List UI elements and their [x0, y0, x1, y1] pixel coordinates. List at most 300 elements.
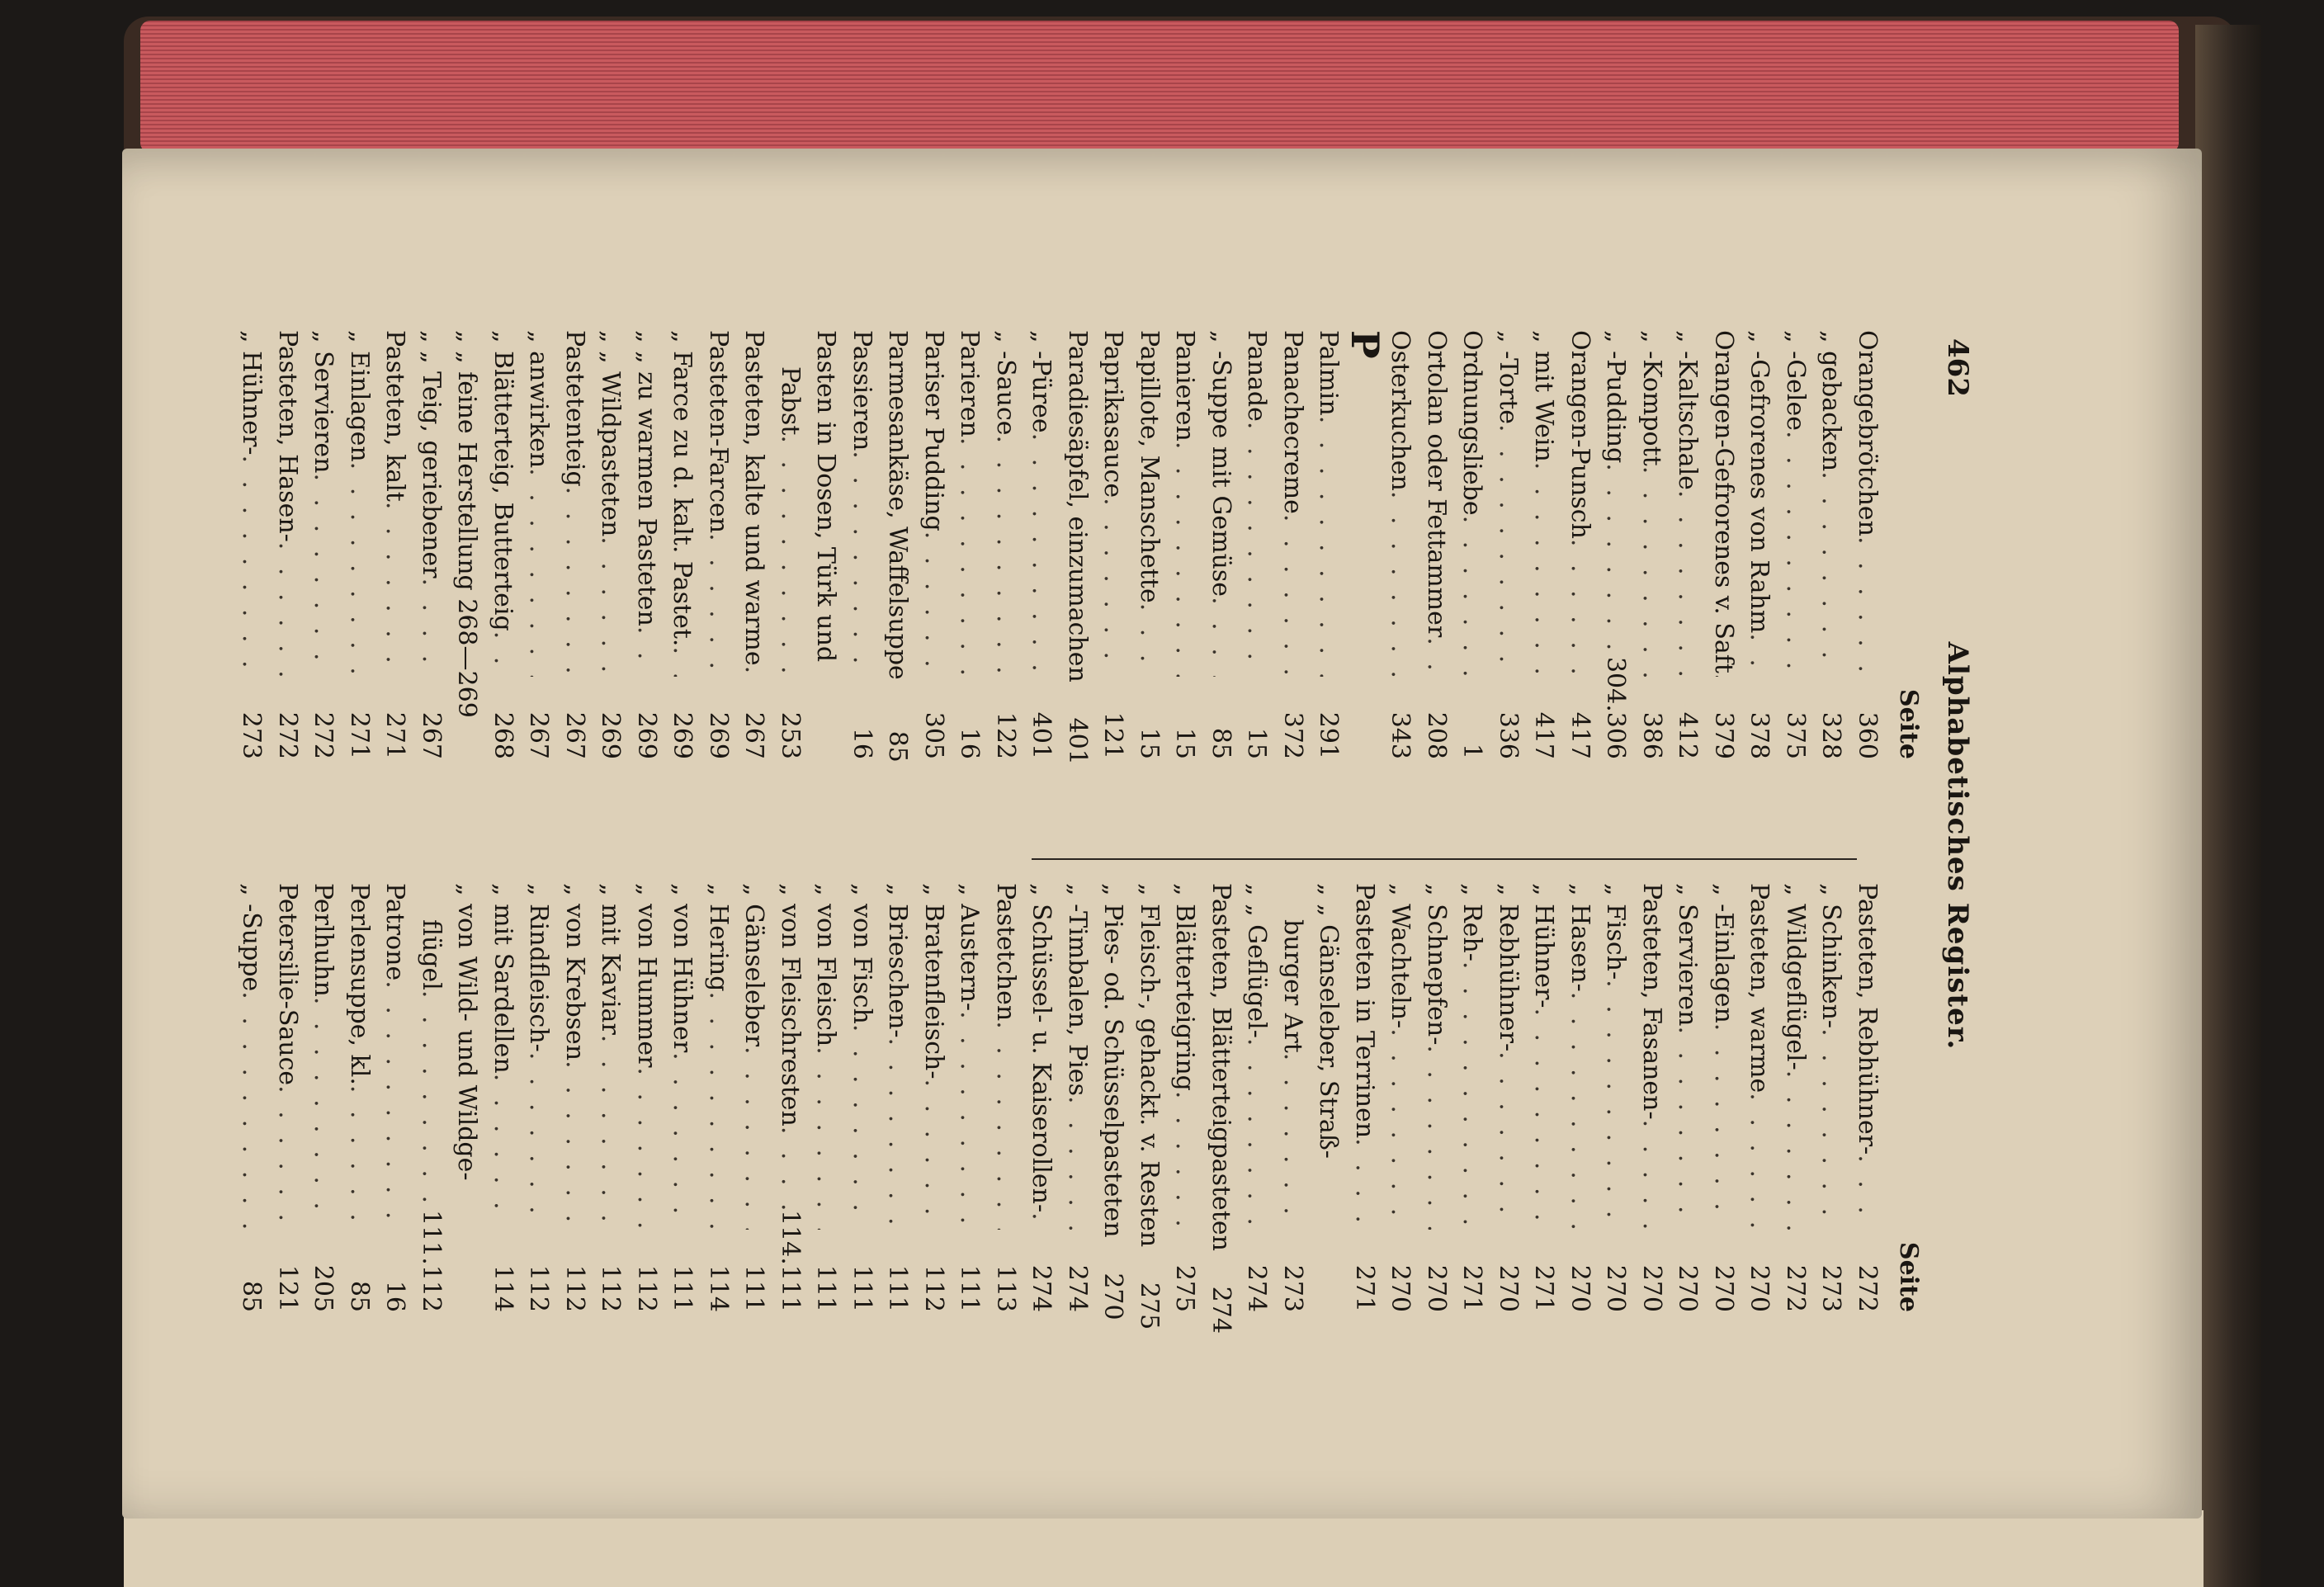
leader-dots [1095, 498, 1131, 677]
index-entry [916, 330, 952, 759]
index-entry [916, 883, 952, 1312]
entry-page-number: 267 [524, 711, 554, 759]
entry-text: „ -Püree [1027, 330, 1056, 433]
leader-dots [377, 502, 413, 677]
entry-text: Pasteten in Terrinen [1350, 883, 1379, 1139]
entry-page-number: 112 [524, 1264, 554, 1312]
index-entry [1741, 330, 1778, 759]
entry-page-number: 112 [919, 1264, 948, 1312]
entry-page-number: 271 [1457, 1264, 1487, 1312]
index-entry [1670, 330, 1706, 759]
entry-text: „ gebacken [1816, 330, 1846, 472]
leader-dots [916, 531, 952, 677]
entry-page-number: 271 [1529, 1264, 1559, 1312]
entry-page-number: 113 [991, 1264, 1020, 1312]
entry-text: Orangebrötchen [1853, 330, 1882, 536]
index-entry [270, 883, 306, 1312]
entry-page-number: 274 [1207, 1286, 1235, 1334]
entry-page-number: 272 [1853, 1264, 1882, 1312]
entry-text: „ Wachteln- [1386, 883, 1415, 1029]
entry-text: Passieren [848, 330, 876, 451]
index-entry [521, 330, 557, 759]
entry-page-number: 343 [1386, 711, 1415, 759]
entry-page-number: 270 [1494, 1264, 1523, 1312]
entry-page-number: 360 [1853, 711, 1882, 759]
entry-text: „ -Einlagen [1709, 883, 1738, 1023]
entry-text: „ -Pudding [1601, 330, 1631, 464]
leader-dots [1167, 1091, 1203, 1230]
entry-text: „ Hühner- [237, 330, 267, 456]
leader-dots [377, 980, 413, 1230]
entry-text: „ von Hummer [632, 883, 661, 1068]
index-entry [593, 883, 629, 1312]
entry-text: „ Gänseleber [739, 883, 769, 1047]
entry-page-number: 273 [1278, 1264, 1307, 1312]
leader-dots [701, 991, 737, 1230]
index-entry [1275, 883, 1311, 1312]
leader-dots [234, 991, 270, 1230]
entry-text: Perlensuppe, kl. [345, 883, 374, 1085]
entry-text: Petersilie-Sauce [273, 883, 302, 1086]
index-entry [1311, 330, 1347, 759]
entry-page-number: 111 [668, 1264, 697, 1312]
entry-page-number: 417 [1566, 711, 1594, 759]
index-entry [1849, 883, 1886, 1312]
index-entry [1382, 330, 1419, 759]
index-entry [1778, 330, 1814, 759]
leader-dots [1382, 1028, 1419, 1230]
index-entry [808, 883, 844, 1312]
leader-dots [1849, 536, 1886, 677]
index-entry [772, 883, 809, 1312]
entry-text: Patrone [380, 883, 410, 981]
entry-page-number: 111 [739, 1264, 769, 1312]
entry-page-number: 372 [1278, 711, 1307, 759]
index-entry [593, 330, 629, 759]
entry-page-number: 269 [596, 711, 626, 759]
entry-page-number: 305 [919, 711, 948, 759]
entry-page-number: 267 [560, 711, 589, 759]
entry-text: Papillote, Manschette [1135, 330, 1164, 603]
entry-text: Palmin [1314, 330, 1344, 416]
entry-text: „ Brieschen- [883, 883, 913, 1038]
index-entry [1131, 883, 1168, 1330]
entry-text: „ Pies- od. Schüsselpasteten [1098, 883, 1128, 1238]
entry-page-number: 272 [309, 711, 338, 759]
index-entry [342, 330, 378, 759]
leader-dots [772, 1126, 809, 1210]
entry-page-number: 270 [1386, 1264, 1415, 1312]
entry-page-number: 270 [1637, 1264, 1666, 1312]
leader-dots [1131, 603, 1168, 677]
entry-text: „ Blätterteigring [1170, 883, 1200, 1091]
entry-text: „ -Sauce [991, 330, 1020, 436]
leader-dots [664, 646, 701, 677]
leader-dots [1598, 980, 1634, 1230]
entry-text: flügel [417, 919, 446, 990]
entry-text: „ mit Sardellen [489, 883, 517, 1074]
entry-text: Pasteten-Farcen [704, 330, 733, 534]
entry-text: „ mit Kaviar [596, 883, 626, 1035]
entry-text: „ Servieren [1673, 883, 1703, 1027]
entry-page-number: 111 [848, 1264, 876, 1312]
entry-page-number: 85 [345, 1280, 374, 1312]
index-entry [1454, 330, 1490, 759]
leader-dots [1419, 1045, 1455, 1230]
leader-dots [701, 533, 737, 677]
entry-text: „ Einlagen [345, 330, 374, 462]
leader-dots [664, 1052, 701, 1230]
index-entry [1023, 883, 1060, 1312]
index-entry [485, 330, 522, 759]
index-entry [1813, 883, 1849, 1312]
index-entry [1095, 330, 1131, 759]
index-entry [1060, 883, 1096, 1312]
entry-page-number: 114 [489, 1264, 517, 1312]
entry-page-number: 270 [1709, 1264, 1738, 1312]
entry-page-number: 15 [1242, 727, 1272, 759]
index-entry [305, 883, 342, 1312]
entry-page-number: 270 [1098, 1273, 1128, 1320]
entry-page-number: 417 [1529, 711, 1559, 759]
entry-page-number: 267 [417, 711, 446, 759]
index-entry [1741, 883, 1778, 1312]
entry-text: „ Hasen- [1566, 883, 1594, 992]
leader-dots [1454, 961, 1490, 1230]
section-letter [1343, 330, 1387, 759]
index-entry [449, 330, 485, 759]
leader-dots [629, 626, 665, 677]
entry-page-number: 271 [345, 711, 374, 759]
entry-text: „ von Fleischresten [776, 883, 805, 1126]
entry-text: „ -Torte [1494, 330, 1523, 425]
index-entry [1526, 883, 1562, 1312]
index-entry [1131, 330, 1168, 759]
entry-page-number: 253 [776, 711, 805, 759]
index-entry [1203, 883, 1240, 1334]
index-entry [1562, 330, 1599, 759]
leader-dots [1060, 1096, 1096, 1230]
leader-dots [1706, 1023, 1742, 1230]
running-title: Alphabetisches Register. [1941, 641, 1974, 1051]
entry-page-number: 336 [1494, 711, 1523, 759]
index-entry [1095, 883, 1131, 1320]
column-heading: Seite [1894, 1241, 1923, 1312]
index-entry [664, 330, 701, 759]
leader-dots [1562, 992, 1599, 1230]
entry-text: „ -Suppe [237, 883, 267, 992]
index-entry [1562, 883, 1599, 1312]
index-entry [1670, 883, 1706, 1312]
entry-text: Pasteten, Hasen- [273, 330, 302, 542]
entry-page-number: 111.112 [417, 1209, 446, 1312]
index-entry [1778, 883, 1814, 1312]
leader-dots [521, 1052, 557, 1230]
index-entry [1203, 330, 1240, 759]
entry-page-number: 270 [1422, 1264, 1451, 1312]
leader-dots [844, 451, 881, 677]
entry-text: Parmesankäse, Waffelsuppe [883, 330, 913, 680]
leader-dots [1670, 1026, 1706, 1230]
entry-text: Pariser Pudding [919, 330, 948, 531]
leader-dots [1849, 1155, 1886, 1230]
entry-page-number: 271 [1350, 1264, 1379, 1312]
index-entry [485, 883, 522, 1312]
index-entry [1813, 330, 1849, 759]
leader-dots [1634, 1120, 1670, 1230]
leader-dots [342, 1085, 378, 1230]
entry-text: „ mit Wein [1529, 330, 1559, 462]
entry-text: „ Fleisch-, gehackt. v. Resten [1135, 883, 1164, 1248]
index-entry [1167, 883, 1203, 1312]
column-heading: Seite [1894, 688, 1923, 759]
entry-text: Panieren [1170, 330, 1200, 442]
entry-page-number: 412 [1673, 711, 1703, 759]
entry-page-number: 85 [237, 1280, 267, 1312]
leader-dots [342, 462, 378, 677]
entry-page-number: 16 [955, 727, 985, 759]
leader-dots [485, 1074, 522, 1230]
page-header [1931, 322, 1981, 1370]
leader-dots [1167, 442, 1203, 677]
leader-dots [772, 435, 809, 677]
entry-text: Pasteten, kalte und warme [739, 330, 769, 666]
entry-page-number: 386 [1637, 711, 1666, 759]
entry-text: „ Schnepfen- [1422, 883, 1451, 1046]
page-edges [140, 21, 2179, 153]
leader-dots [952, 437, 988, 677]
index-entry [629, 883, 665, 1312]
entry-page-number: 114 [704, 1264, 733, 1312]
leader-dots [988, 436, 1024, 677]
entry-text: Pasteten, warme [1745, 883, 1774, 1093]
entry-page-number: 274 [1027, 1264, 1056, 1312]
entry-text: „ -Timbalen, Pies [1063, 883, 1092, 1096]
entry-text: „ Wildgeflügel- [1781, 883, 1810, 1070]
entry-text: Pasteten, kalt [380, 330, 410, 502]
entry-page-number: 15 [1135, 727, 1164, 759]
entry-page-number: 122 [991, 711, 1020, 759]
leader-dots [1741, 633, 1778, 677]
entry-text: „ Reh- [1457, 883, 1487, 961]
entry-text: „ -Kaltschale [1673, 330, 1703, 490]
entry-text: Orangen-Punsch [1566, 330, 1594, 539]
entry-page-number: 272 [273, 711, 302, 759]
entry-page-number: 273 [237, 711, 267, 759]
index-entry [1849, 330, 1886, 759]
index-entry [701, 883, 737, 1312]
index-entry [557, 330, 593, 759]
index-entry [1382, 883, 1419, 1312]
index-entry [377, 883, 413, 1312]
entry-text: „ Rebhühner- [1494, 883, 1523, 1052]
entry-page-number: 270 [1566, 1264, 1594, 1312]
index-entry [234, 883, 270, 1312]
index-entry [1167, 330, 1203, 759]
index-entry [1311, 883, 1347, 1312]
index-entry [1526, 330, 1562, 759]
leader-dots [270, 542, 306, 677]
index-entry [1634, 330, 1670, 759]
entry-text: „ -Gelee [1781, 330, 1810, 432]
index-entry [1023, 330, 1060, 759]
leader-dots [413, 990, 450, 1210]
index-entry [1490, 883, 1527, 1312]
entry-page-number: 274 [1242, 1264, 1272, 1312]
index-entry [1598, 330, 1634, 759]
entry-page-number: 85 [883, 730, 913, 763]
entry-page-number: 275 [1170, 1264, 1200, 1312]
entry-text: „ „ Geflügel- [1242, 883, 1272, 1038]
leader-dots [305, 473, 342, 677]
entry-page-number: 375 [1781, 711, 1810, 759]
index-entry [342, 883, 378, 1312]
leader-dots [1203, 597, 1240, 677]
index-column-left [234, 330, 1923, 765]
leader-dots [1239, 422, 1275, 677]
index-entry [701, 330, 737, 759]
leader-dots [557, 487, 593, 677]
entry-page-number: 270 [1745, 1264, 1774, 1312]
index-entry [234, 330, 270, 759]
index-entry [1060, 330, 1096, 765]
index-entry [1634, 883, 1670, 1312]
index-entry [736, 883, 772, 1312]
entry-page-number: 16 [380, 1280, 410, 1312]
entry-page-number: 16 [848, 727, 876, 759]
leader-dots [305, 997, 342, 1230]
index-entry [1490, 330, 1527, 759]
entry-text: „ von Krebsen [560, 883, 589, 1061]
index-entry [808, 330, 844, 759]
entry-list [234, 330, 1885, 765]
entry-page-number: 205 [309, 1264, 338, 1312]
entry-text: „ „ Gänseleber, Straß- [1314, 883, 1344, 1159]
entry-page-number: 269 [668, 711, 697, 759]
index-entry [1239, 330, 1275, 759]
entry-text: Pasteten, Rebhühner- [1853, 883, 1882, 1155]
leader-dots [485, 631, 522, 677]
leader-dots [413, 578, 450, 677]
book-spine [2195, 25, 2261, 1587]
leader-dots [1311, 416, 1347, 677]
entry-page-number: 270 [1673, 1264, 1703, 1312]
index-entry [521, 883, 557, 1312]
entry-text: „ Blätterteig, Butterteig [489, 330, 517, 631]
index-entry [413, 883, 450, 1312]
leader-dots [1023, 433, 1060, 677]
leader-dots [593, 1035, 629, 1230]
index-entry [988, 330, 1024, 759]
entry-page-number: 274 [1063, 1264, 1092, 1312]
entry-page-number: 112 [632, 1264, 661, 1312]
index-entry [952, 883, 988, 1312]
entry-text: „ Farce zu d. kalt. Pastet. [668, 330, 697, 647]
leader-dots [1347, 1138, 1383, 1230]
index-entry [1347, 883, 1383, 1312]
entry-page-number: 273 [1816, 1264, 1846, 1312]
entry-page-number: 269 [704, 711, 733, 759]
index-entry [880, 330, 916, 763]
entry-text: „ -Gefrorenes von Rahm [1745, 330, 1774, 634]
index-entry [1275, 330, 1311, 759]
entry-page-number: 378 [1745, 711, 1774, 759]
leader-dots [1526, 1008, 1562, 1230]
entry-page-number: 275 [1135, 1282, 1164, 1330]
leader-dots [234, 455, 270, 677]
index-entry [305, 330, 342, 759]
index-entry [1598, 883, 1634, 1312]
page-number: 462 [1941, 338, 1974, 397]
entry-text: „ Bratenfleisch- [919, 883, 948, 1079]
entry-text: „ von Hühner [668, 883, 697, 1053]
entry-text: Ordnungsliebe [1457, 330, 1487, 516]
index-entry [377, 330, 413, 759]
leader-dots [1813, 471, 1849, 677]
entry-text: Perlhuhn [309, 883, 338, 997]
index-entry [1419, 883, 1455, 1312]
leader-dots [1634, 466, 1670, 677]
leader-dots [1419, 637, 1455, 677]
entry-text: Pasteten, Blätterteigpasteten [1207, 883, 1235, 1251]
entry-text: Parieren [955, 330, 985, 437]
entry-text: „ „ feine Herstellung 268—269 [452, 330, 482, 718]
leader-dots [1275, 514, 1311, 677]
entry-page-number: 272 [1781, 1264, 1810, 1312]
entry-text: „ Hering [704, 883, 733, 992]
entry-text: „ von Fisch [848, 883, 876, 1024]
index-entry [270, 330, 306, 759]
entry-text: „ Rindfleisch- [524, 883, 554, 1052]
rotated-page-content [237, 322, 1981, 1370]
entry-text: Panade [1242, 330, 1272, 422]
entry-text: „ von Wild- und Wildge- [452, 883, 482, 1181]
entry-page-number: 111 [955, 1264, 985, 1312]
entry-text: burger Art [1278, 919, 1307, 1053]
index-entry [952, 330, 988, 759]
entry-page-number: 379 [1709, 711, 1738, 759]
entry-page-number: 112 [596, 1264, 626, 1312]
entry-page-number: 15 [1170, 727, 1200, 759]
entry-page-number: 111 [883, 1264, 913, 1312]
entry-text: „ Servieren [309, 330, 338, 474]
entry-page-number: 271 [380, 711, 410, 759]
entry-text: Pasten in Dosen, Türk und [811, 330, 841, 663]
entry-text: „ -Suppe mit Gemüse [1207, 330, 1235, 597]
leader-dots [1275, 1053, 1311, 1230]
entry-text: „ „ Teig, geriebener [417, 330, 446, 579]
leader-dots [952, 1011, 988, 1230]
entry-page-number: 270 [1601, 1264, 1631, 1312]
entry-text: „ Austern- [955, 883, 985, 1012]
leader-dots [557, 1060, 593, 1230]
entry-text: Panachecreme [1278, 330, 1307, 514]
index-entry [413, 330, 450, 759]
entry-text: „ „ zu warmen Pasteten [632, 330, 661, 626]
entry-page-number: 208 [1422, 711, 1451, 759]
entry-text: „ Schinken- [1816, 883, 1846, 1029]
leader-dots [1778, 431, 1814, 677]
entry-list [234, 883, 1885, 1334]
leader-dots [1670, 490, 1706, 677]
index-entry [736, 330, 772, 759]
leader-dots [1239, 1038, 1275, 1230]
leader-dots [808, 1046, 844, 1230]
index-entry [1239, 883, 1275, 1312]
entry-text: „ von Fleisch [811, 883, 841, 1047]
leader-dots [629, 1067, 665, 1230]
entry-page-number: 328 [1816, 711, 1846, 759]
